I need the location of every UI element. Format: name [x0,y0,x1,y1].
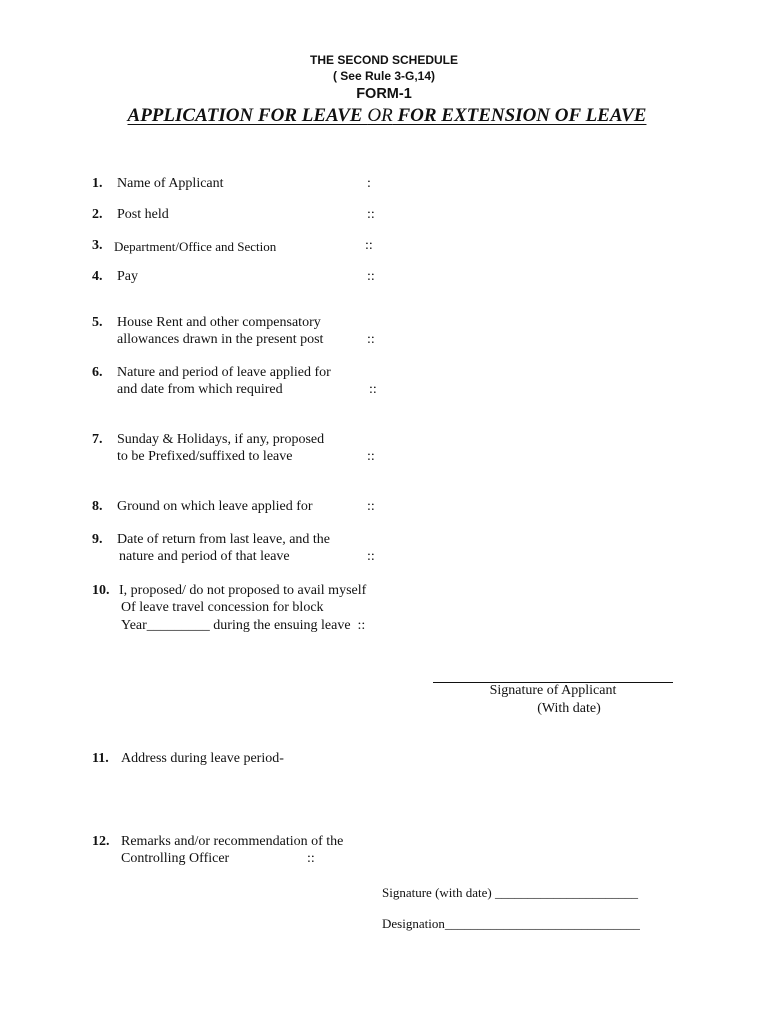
field-9-label-line1: Date of return from last leave, and the [117,532,331,547]
applicant-signature-label: Signature of Applicant [489,683,617,698]
field-4-separator: :: [367,269,375,284]
form-number: FORM-1 [356,86,412,102]
field-8-number: 8. [92,499,103,514]
field-5-separator: :: [367,332,375,347]
field-12-separator: :: [307,851,315,866]
field-2-number: 2. [92,207,103,222]
field-5-number: 5. [92,315,103,330]
field-4-number: 4. [92,269,103,284]
field-11-number: 11. [92,751,109,766]
rule-reference: ( See Rule 3-G,14) [332,69,436,83]
field-3-separator: :: [365,238,373,253]
applicant-signature-sublabel: (With date) [537,701,601,716]
field-3-label: Department/Office and Section [114,239,277,254]
field-3-number: 3. [92,238,103,253]
field-1-separator: : [367,176,371,191]
field-10-label-line1: I, proposed/ do not proposed to avail myself [119,583,367,598]
title-part-1: APPLICATION FOR LEAVE [127,105,368,126]
field-9-label-line2: nature and period of that leave [119,549,290,564]
field-12-label-line2: Controlling Officer [121,851,230,866]
field-12-label-line1: Remarks and/or recommendation of the [121,834,344,849]
field-1-label: Name of Applicant [117,176,224,191]
field-11-label: Address during leave period- [121,751,284,766]
field-9-separator: :: [367,549,375,564]
title-part-2: FOR EXTENSION OF LEAVE [392,105,647,126]
field-7-number: 7. [92,432,103,447]
field-2-label: Post held [117,207,169,222]
title-or: OR [367,105,393,126]
field-7-label-line2: to be Prefixed/suffixed to leave [117,449,293,464]
field-12-number: 12. [92,834,110,849]
form-title [0,105,768,127]
field-2-separator: :: [367,207,375,222]
field-7-label-line1: Sunday & Holidays, if any, proposed [117,432,325,447]
field-10-number: 10. [92,583,110,598]
field-1-number: 1. [92,176,103,191]
field-10-label-line3: Year_________ during the ensuing leave :: [121,618,366,633]
field-8-separator: :: [367,499,375,514]
field-7-separator: :: [367,449,375,464]
officer-signature-field: Signature (with date) ______________________ [382,885,638,900]
field-8-label: Ground on which leave applied for [117,499,313,514]
officer-designation-field: Designation______________________________ [382,916,640,931]
field-9-number: 9. [92,532,103,547]
field-6-label-line1: Nature and period of leave applied for [117,365,331,380]
field-5-label-line1: House Rent and other compensatory [117,315,321,330]
field-10-label-line2: Of leave travel concession for block [121,600,324,615]
field-6-label-line2: and date from which required [117,382,283,397]
schedule-heading: THE SECOND SCHEDULE [309,53,458,67]
field-5-label-line2: allowances drawn in the present post [117,332,324,347]
field-6-number: 6. [92,365,103,380]
field-6-separator: :: [369,382,377,397]
field-4-label: Pay [117,269,138,284]
